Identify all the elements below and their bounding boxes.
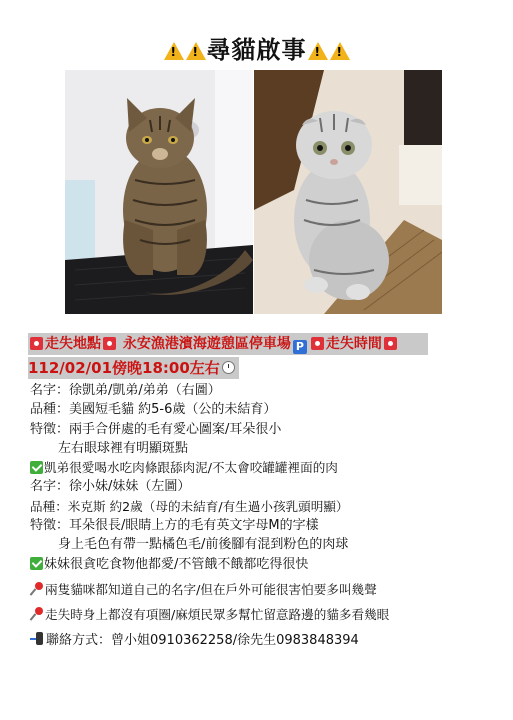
lost-info-bar [28, 333, 428, 355]
check-icon [30, 461, 43, 474]
red-square-icon [30, 337, 43, 350]
info-line-check [30, 555, 500, 574]
poster-title-text: 尋貓啟事 [206, 36, 307, 64]
contact-line [30, 631, 500, 650]
info-line: 特徵：耳朵很長/眼睛上方的毛有英文字母M的字樣 [30, 518, 319, 534]
info-line: 品種：美國短毛貓 約5-6歲（公的未結育） [30, 402, 277, 418]
cat-photo-left [65, 70, 253, 314]
warning-icon [308, 42, 328, 60]
poster-title [0, 30, 513, 65]
info-line: 品種：米克斯 約2歲（母的未結育/有生過小孩乳頭明顯） [30, 498, 349, 514]
info-line: 特徵：兩手合併處的毛有愛心圖案/耳朵很小 [30, 421, 282, 437]
lost-place-value: 永安漁港濱海遊憩區停車場 [122, 336, 291, 352]
info-line: 左右眼球裡有明顯斑點 [58, 440, 189, 456]
red-square-icon [311, 337, 324, 350]
parking-icon: P [293, 340, 307, 354]
cat-description [30, 381, 500, 650]
lost-time-value [28, 357, 239, 379]
lost-time-text: 112/02/01傍晚18:00左右 [28, 359, 220, 377]
mobile-phone-icon [30, 632, 44, 646]
red-square-icon [384, 337, 397, 350]
warning-icon [330, 42, 350, 60]
info-line-text: 妹妹很貪吃食物他都愛/不管餓不餓都吃得很快 [44, 556, 309, 572]
pushpin-icon [30, 607, 44, 621]
info-line: 名字：徐小妹/妹妹（左圖） [30, 479, 191, 495]
info-line-text: 走失時身上都沒有項圈/麻煩民眾多幫忙留意路邊的貓多看幾眼 [45, 607, 390, 623]
contact-text: 聯絡方式：曾小姐0910362258/徐先生0983848394 [46, 632, 359, 648]
check-icon [30, 557, 43, 570]
info-line-pin [30, 580, 500, 599]
info-line-text: 凱弟很愛喝水吃肉條跟舔肉泥/不太會咬罐罐裡面的肉 [44, 460, 338, 476]
lost-place-label: 走失地點 [45, 336, 101, 352]
info-line-check [30, 458, 500, 477]
warning-icon [186, 42, 206, 60]
pushpin-icon [30, 582, 44, 596]
cat-photo-right [254, 70, 442, 314]
info-line: 身上毛色有帶一點橘色毛/前後腳有混到粉色的肉球 [58, 537, 349, 553]
info-line-text: 兩隻貓咪都知道自己的名字/但在戶外可能很害怕要多叫幾聲 [45, 581, 377, 597]
red-square-icon [103, 337, 116, 350]
lost-time-label: 走失時間 [325, 336, 382, 352]
info-line: 名字：徐凱弟/凱弟/弟弟（右圖） [30, 383, 221, 398]
clock-icon [222, 361, 235, 374]
info-line-pin [30, 605, 500, 624]
warning-icon [164, 42, 184, 60]
